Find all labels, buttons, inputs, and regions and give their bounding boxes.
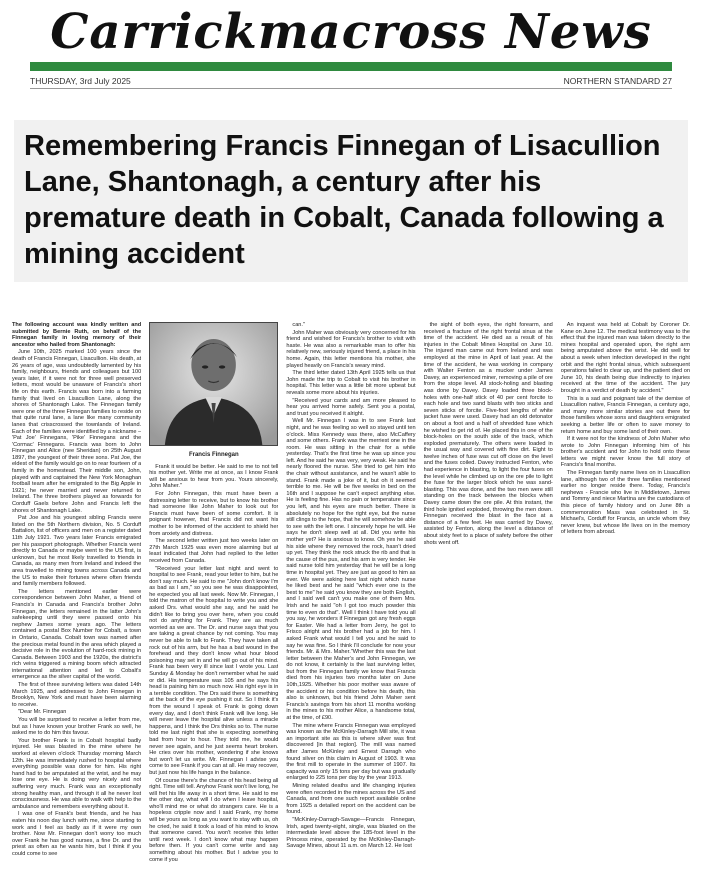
article-paragraph: "Received your cards and am more pleased to hear you arrived home safely. Sent you a postal, and trust you received it alright. (286, 397, 416, 417)
article-column-3 (286, 322, 415, 864)
article-paragraph: "McKinley-Darragh-Savage—Francis Finnegan, Irish, aged twenty-eight, single, was blasted on the intermediate level above the 185-foot level in the Princess mine, operated by the McKinley-Darragh-Savage Mines, about 11 a.m. on March 12. He lost (286, 816, 416, 850)
article-paragraph: This is a sad and poignant tale of the demise of Lisacullion native, Francis Finnegan, a century ago, and many more similar stories are out there for those families whose sons and daughters emigrated seeking a better life or often to save money to return home and buy some land of their own. (560, 395, 690, 435)
portrait-image (150, 323, 277, 445)
article-paragraph: I was one of Frank's best friends, and he has eaten his noon day lunch with me, since starting to work and I feel as badly as if it were my own brother. Now Mr. Finnegan don't worry too much over Frank he has good nurses, a fine Dr. and the priest as often as he wants him, but I think if you could come to see (12, 811, 142, 857)
masthead (0, 0, 702, 95)
article-column-1 (12, 322, 141, 864)
article-paragraph: "Received your letter last night and went to hospital to see Frank, read your letter to him, but he don't say much. He said to me "John don't know I'm as bad as I am," so you see he was disappointed, he expected you all last week. Now Mr. Finnegan, I told the matron of the hospital to write you and she asked Drs. what would she say, and he said he didn't like to bring you over here, when you could not do anything for Frank. They are as much worried as we are. The Dr. and nurse says that you are taking a great chance by not coming. You may never be able to talk to Frank. They have taken all rock out of his arm, but he has a bad wound in the forehead and they don't know what hour blood poisoning may set in and he will go out of his mind. Frank has been very ill since last I wrote you. Last Sunday & Monday he don't remember what he said or did. His temperature was 105 and he says his head is paining him so much now. His right eye is in a terrible condition. The Drs said there is something at the back of the eye pushing it out. So I think it's from the wound I speak of. Frank is going down every day, and I don't think Frank will live long. He will never leave the hospital alive unless a miracle happens, and I think the Drs thinks so to. The nurse told me last night that she is expecting something bad from hour to hour. They told me, he would never see again, and he just seems heart broken. He cries over his mother, wondering if she knows but won't let us write. Mr. Finnegan I advise you come to see Frank if you can at all. He may recover, but just now his life hangs in the balance. (149, 565, 279, 776)
article-paragraph: The third letter dated 13th April 1925 tells us that John made the trip to Cobalt to visit his brother in hospital. This letter was a little bit more upbeat but reveals some more about his injuries. (286, 370, 416, 396)
article-paragraph: The Finnegan family name lives on in Lisacullion lane, although two of the three families mentioned earlier no longer reside there. Today, Francis's nephews - Francie who live in Middletown, James and Tommy and niece Martina are the custodians of this piece of family history and on June 8th a commemoration Mass was celebrated in St. Michael's, Corduff for Francis, an uncle whom they never knew, but whose life lives on in the memory of letters from abroad. (560, 470, 690, 536)
article-paragraph: The second letter written just two weeks later on 27th March 1925 was even more alarming but at least indicated that John had replied to the letter received from Canada. (149, 538, 279, 564)
article-paragraph: John Maher was obviously very concerned for his friend and wished for Francis's brother to visit with haste. He was also a remarkable man to offer his relatively new, seriously injured friend, a place in his home. Again, this letter mentions his mother, she played heavily on Francis's weary mind. (286, 329, 416, 369)
article-paragraph: Your brother Frank is in Cobalt hospital badly injured. He was blasted in the mine where he worked at eleven o'clock Thursday morning March 12th. He was immediately rushed to hospital where everything possible was done for him. His right hand had to be amputated at the wrist, and he may lose one eye. He is doing very nicely and not suffering very much. Frank was an exceptionally strong healthy man, and through it all he never lost consciousness. He was able to walk with help to the ambulance and remembers everything about it. (12, 737, 142, 810)
article-paragraph: the sight of both eyes, the right forearm, and received a fracture of the right frontal sinus at the time of the accident. He died as a result of his injuries in the Cobalt Mines Hospital on June 10. The injured man came out from Ireland and was employed at the mine in April of last year. At the time of the accident, he was working in company with Walter Fenton as a mucker under James Davey, an experienced miner, removing a pile of ore from the stope level. All stock-holing and blasting was done by Davey. Davey loaded three block-holes with one-half stick of 40 per cent forcite to each hole and two sand blasts with two sticks and seven sticks of forcite. Five-foot lengths of white jacket fuse were used. Davey had an old detonator on about a foot and a half of shredded fuse which he wished to get rid of. He placed this in one of the block-holes on the south side of the track, which exploded prematurely. The others were loaded in the usual way and covered with fine dirt. Eight to twelve inches of fuse was cut off close on the level and the fuses coiled. Davey instructed Fenton, who had experience in blasting, to light the four fuses on the level while he climbed up on the ore pile to light the fuse for the larger block which he was sand-blasting. This was done, and the two men were still standing on the track between the blocks when Davey came down the ore pile. At this instant, the third hole ignited exploded, throwing the men down. Finnegan received the blast in the face at a distance of a few feet. He was carried by Davey, assisted by Fenton, along the level a distance of about sixty feet to a place of safety before the other shots went off. (423, 322, 553, 546)
article-paragraph: The following account was kindly written and submitted by Bernie Ruth, on behalf of the Finnegan family in loving memory of their ancestor who hailed from Shantonagh: (12, 322, 142, 348)
article-columns (12, 322, 690, 864)
article-paragraph: For John Finnegan, this must have been a distressing letter to receive, but to know his brother had someone like John Maher to look out for Francis must have been of some comfort. It is poignant however, that Francis did not want his mother to be informed of the accident to shield her from anxiety and distress. (149, 490, 279, 537)
photo-caption: Francis Finnegan (188, 452, 239, 458)
article-column-5 (561, 322, 690, 864)
page-section: NORTHERN STANDARD 27 (563, 76, 672, 86)
article-paragraph: can." (292, 322, 305, 328)
article-paragraph: "Dear Mr. Finnegan (18, 709, 67, 716)
article-paragraph: Pat Joe and his youngest sibling Francis were listed on the 5th Northern division, No. 5 Corduff Battalion, list of officers and men on a register dated 11th July 1921. Two years later Francis emigrated per his passport photograph. Whether Francis went directly to Canada or maybe went to the US first, is unknown, but he most likely travelled to friends in Canada, as many men from Ireland and indeed the area travelled to mining towns across Canada and the US to make their fortunes where often friends and family members followed. (12, 515, 142, 588)
article-paragraph: The first of three surviving letters was dated 14th March 1925, and addressed to John Finnegan in Brooklyn, New York and must have been alarming to receive. (12, 682, 142, 708)
article-paragraph: June 10th, 2025 marked 100 years since the death of Francis Finnegan, Lisacullion. His death, at 26 years of age, was undoubtedly lamented by his family, neighbours, friends and colleagues but 100 years later, if it were not for three well preserved letters, most would be unaware of Francis's short life on this earth. Francis was born into a farming family that lived on Lisacullion Lane, along the shores of Shantonagh Lake. The Finnegan family were one of the three Finnegan families to reside on that quite rural lane, a lane like many community lanes that crisscrossed the townlands of Ireland. Each of the families were identified by a nickname – 'Pat Joe' Finnegans, 'Pike' Finnegans and the 'Cormac' Finnegans. Francis was born to John Finnegan and Alice (nee Sheridan) on 25th August 1897, the youngest of their three sons. Pat Joe, the eldest of the family would go on to rear fourteen of a family in the homestead. Their middle son, John, played with and captained the New York Monaghan football team after he emigrated to the Big Apple in 1921; he never married and never returned to Ireland. The three brothers played as forwards for Corduff Gaels before John and Francis left the shores of Shantonagh Lake. (12, 349, 142, 514)
article-column-4 (424, 322, 553, 864)
article-paragraph: The mine where Francis Finnegan was employed was known as the McKinley-Darragh Mill site, it was an important site as this is where silver was first discovered [in that region]. The mill was named after James McKinley and Ernest Darragh who found silver on this claim in August of 1903. It was the first mill to operate in the summer of 1907. Its capacity was only 15 tons per day but was gradually enlarged to 225 tons per day by the year 1913. (286, 722, 416, 782)
article-paragraph: The letters mentioned earlier were correspondence between John Maher, a friend of Francis's in Canada and Francis's brother John Finnegan, the letters remained in the latter John's safekeeping until they were passed onto his nephew James some years ago. The letters contained a postal Box Number for Cobalt, a town in Ontario, Canada. Cobalt town was named after the precious metal found in the area which played a decisive role in the evolution of hard-rock mining in Canada. Between 1903 and the 1920s, the district's rich veins triggered a mining boom which attracted international attention and led to Cobalt's emergence as the silver capital of the world. (12, 588, 142, 681)
article-paragraph: If it were not for the kindness of John Maher who wrote to John Finnegan informing him of his brother's accident and for John to hold onto these letters we might never know the full story of Francis's final months. (560, 436, 690, 469)
article-paragraph: Well Mr. Finnegan I was in to see Frank last night, and he was feeling so well so stayed until ten o'clock. Miss Kennedy was there, also McCaffery and some others. Frank was the merriest one in the room. He was sitting in the chair for a while yesterday. That's the first time he was up since you left. And he said he was very, very weak. He said he nearly floored the nurse. She tried to get him into the chair without assistance, and he wasn't able to stand. Frank made a joke of it, but oh it seemed terrible to me. He will be five weeks in bed on the 16th and I suppose he can't expect anything else. He is feeling fine. Has no pain or temperature since you left, and his eyes are much better. There is absolutely no hope for the right eye, but the nurse still clings to the hope, that he will somehow be able to see with the left one. I sincerely hope he will. He says he don't sleep well at all. Did you write his mother yet? He is anxious to know. Oh yes he said his side where they removed the rock, hasn't dried up yet. They think the rock struck the rib and that is the cause of the pus, and his arm is very tender. He said nurse told him yesterday that he will be a long time in hospital yet. They are just as good to him as ever. We were asking here last night which nurse he liked best and he said "which ever one is the best to me" he said you know they are both English, and I said well can't you make one of them Mrs. Irish and he said "oh I got too much powder this time to even do that". Well I think I have told you all you say, he wonders if Finnegan got any fresh eggs for Easter. We had a letter from Jerry, he got to Frisco alright and his brother had a job for him. I asked Frank what would I tell you and he said to say he was fine. So I think I'll conclude for now your friends. Mr. & Mrs. Maher."Whether this was the last letter between the Maher's and John Finnegan, we do not know, it certainly is the last surviving letter, but from the Finnegan family we know that Francis died from his injuries two months later on June 10th,1925. Whether his poor mother was aware of the accident or his condition before his death, this also is unknown, but his friend John Maher sent Francis's savings from his short 11 months working in the mines to his mother Alice, a handsome total, at the time, of £90. (286, 418, 416, 722)
masthead-title: Carrickmacross News (50, 4, 652, 60)
article-headline: Remembering Francis Finnegan of Lisacullion Lane, Shantonagh, a century after his premature death in Cobalt, Canada following a mining accident (14, 120, 688, 282)
article-column-2 (149, 322, 278, 864)
article-paragraph: Frank it would be better. He said to me to not tell his mother yet. Write me at once, as I know Frank will be anxious to hear from you. Yours sincerely, John Maher." (149, 463, 279, 490)
masthead-green-rule (30, 62, 672, 71)
article-paragraph: You will be surprised to receive a letter from me, but as I have known your brother Frank so well, he asked me to do him this favour. (12, 717, 142, 737)
article-paragraph: Of course there's the chance of his head being all right. Time will tell. Anyhow Frank won't live long, he will fret his life away in a short time. He said to me the other day, what will I do when I leave hospital, who'll mind me or what do strangers care. He is a hopeless cripple now and I said Frank, my home will be yours as long as you want to stay with us, oh he cried, he said it took a load of his mind to know that someone cared. You won't receive this letter until next week. I don't know what may happen before then. If you can't come write and say something about his mother. But I advise you to come if you (149, 777, 279, 863)
dateline (30, 74, 672, 89)
portrait-photo (149, 322, 278, 446)
article-paragraph: An inquest was held at Cobalt by Coroner Dr. Kane on June 12. The medical testimony was to the effect that the injured man was taken directly to the mines hospital and operated upon, the right arm being amputated above the wrist. He did well for about a week when infection developed in the right orbit and the right frontal sinus, which subsequent operations failed to clear up, and the patient died on June 10, his death being due indirectly to injuries received at the time of the accident. The jury brought in a verdict of death by accident." (560, 322, 690, 394)
article-paragraph: Mining related deaths and life changing injuries were often recorded in the mines across the US and Canada, and from one such report available online from 1925 a detailed report on the accident can be found. (286, 782, 416, 816)
issue-date: THURSDAY, 3rd July 2025 (30, 76, 131, 86)
